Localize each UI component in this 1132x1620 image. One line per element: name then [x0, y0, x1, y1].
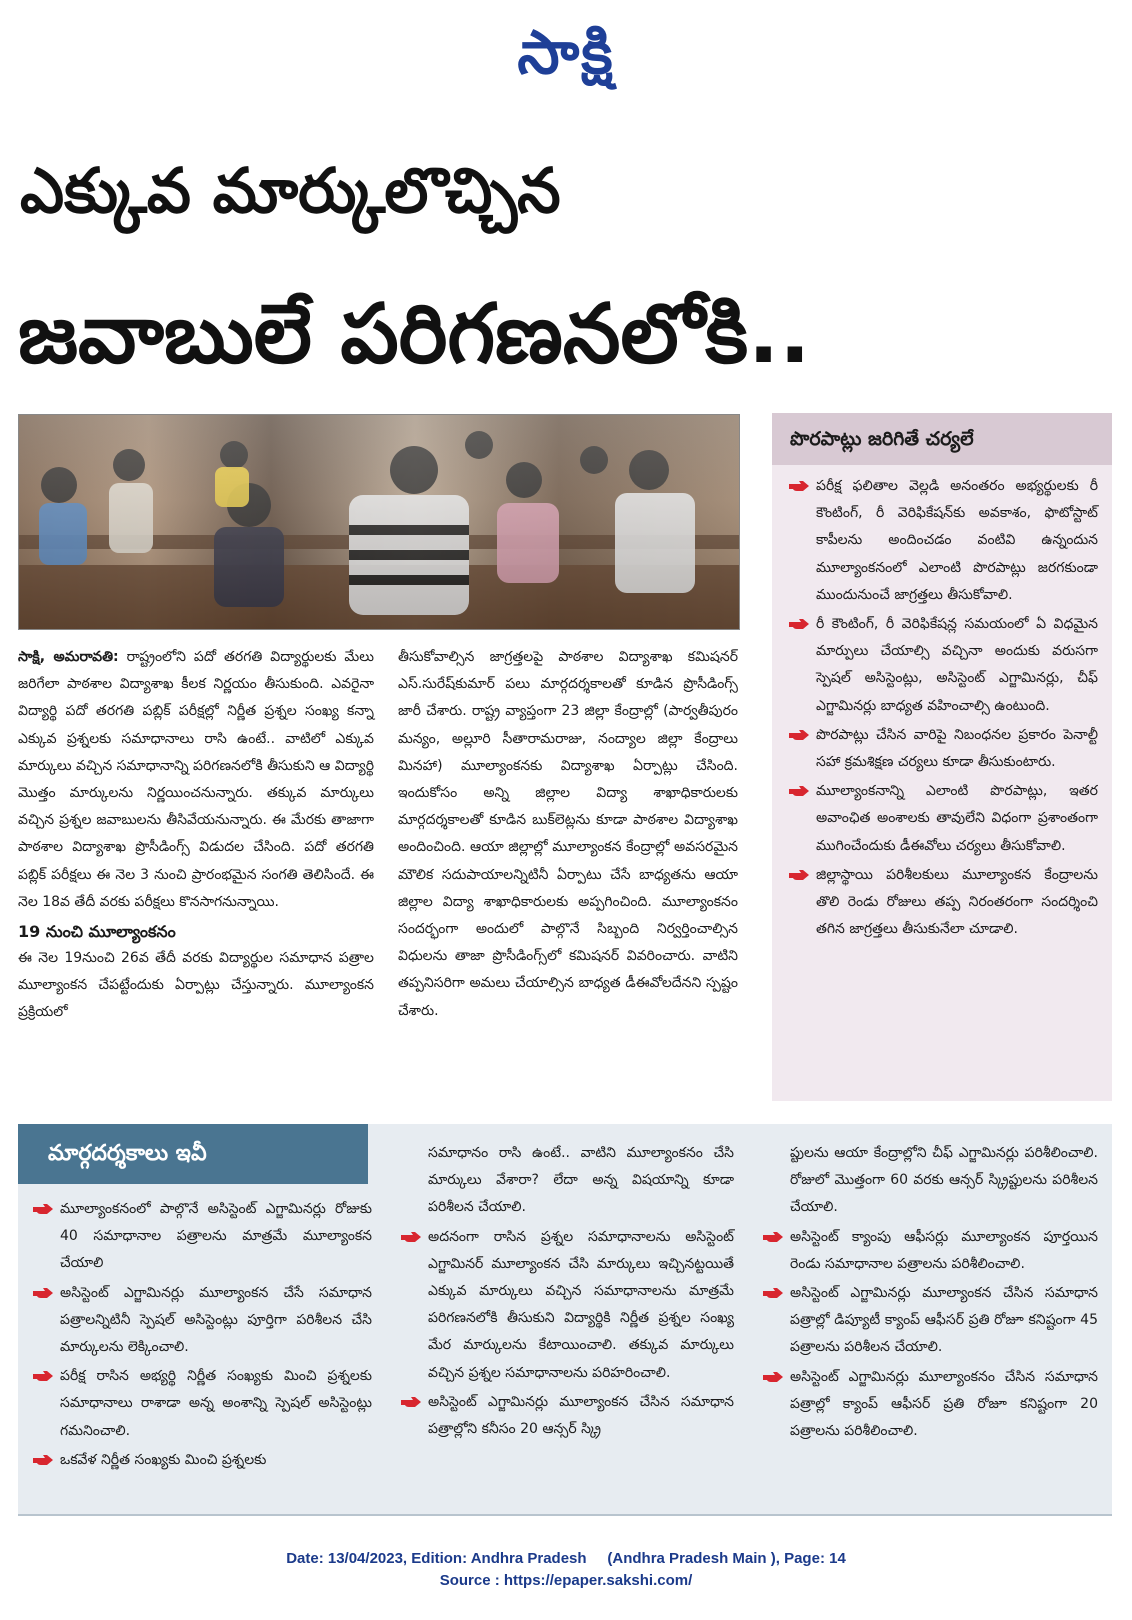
list-item	[400, 1389, 734, 1443]
guideline-text: అసిస్టెంట్ ఎగ్జామినర్లు మూల్యాంకనం చేసిన సమాధాన పత్రాల్లో క్యాంప్ ఆఫీసర్ ప్రతి రోజూ కనిష్టంగా 20 పత్రాలను పరిశీలించాలి.	[790, 1368, 1098, 1440]
guideline-text: అసిస్టెంట్ ఎగ్జామినర్లు మూల్యాంకన చేసిన సమాధాన పత్రాల్లో డిప్యూటీ క్యాంప్ ఆఫీసర్ ప్రతి రోజూ కనిష్టంగా 45 పత్రాలను పరిశీలన చేయాలి.	[790, 1285, 1098, 1356]
article-subhead: 19 నుంచి మూల్యాంకనం	[18, 922, 176, 942]
mistakes-action-sidebox	[772, 413, 1112, 1101]
guideline-text: ఒకవేళ నిర్ణీత సంఖ్యకు మించి ప్రశ్నలకు	[60, 1451, 267, 1468]
guideline-text: అసిస్టెంట్ ఎగ్జామినర్లు మూల్యాంకన చేసే సమాధాన పత్రాలన్నిటినీ స్పెషల్ అసిస్టెంట్లు పూర్తిగా పరిశీలన చేసి మార్కులను లెక్కించాలి.	[60, 1284, 372, 1356]
pointing-hand-icon	[762, 1230, 784, 1244]
sidebox-list	[772, 465, 1112, 943]
pointing-hand-icon	[32, 1453, 54, 1467]
list-item	[788, 862, 1098, 944]
list-item	[762, 1364, 1098, 1446]
sidebox-title: పొరపాట్లు జరిగితే చర్యలే	[772, 413, 1112, 465]
sidebox-item-text: పొరపాట్లు చేసిన వారిపై నిబంధనల ప్రకారం పెనాల్టీ సహా క్రమశిక్షణ చర్యలు కూడా తీసుకుంటారు.	[816, 726, 1098, 771]
guidelines-panel	[18, 1124, 1112, 1516]
guideline-text: అసిస్టెంట్ క్యాంపు ఆఫీసర్లు మూల్యాంకన పూర్తయిన రెండు సమాధానాల పత్రాలను పరిశీలించాలి.	[790, 1228, 1098, 1272]
guidelines-column-1	[32, 1196, 372, 1476]
footer-date-edition: Date: 13/04/2023, Edition: Andhra Pradesh (Andhra Pradesh Main ), Page: 14	[286, 1550, 846, 1567]
list-item	[788, 473, 1098, 609]
pointing-hand-icon	[32, 1286, 54, 1300]
pointing-hand-icon	[762, 1286, 784, 1300]
pointing-hand-icon	[788, 479, 810, 493]
sidebox-item-text: రీ కౌంటింగ్, రీ వెరిఫికేషన్ల సమయంలో ఏ విధమైన మార్పులు చేయాల్సి వచ్చినా అందుకు వరుసగా స్పెషల్ అసిస్టెంట్లు, అసిస్టెంట్ ఎగ్జామినర్లు, చీఫ్ ఎగ్జామినర్లు బాధ్యత వహించాల్సి ఉంటుంది.	[816, 616, 1098, 714]
article-paragraph-3: తీసుకోవాల్సిన జాగ్రత్తలపై పాఠశాల విద్యాశాఖ కమిషనర్ ఎస్.సురేష్‌కుమార్ పలు మార్గదర్శకాలతో కూడిన ప్రొసీడింగ్స్ జారీ చేశారు. రాష్ట్ర వ్యాప్తంగా 23 జిల్లా కేంద్రాల్లో (పార్వతీపురం మన్యం, అల్లూరి సీతారామరాజు, నంద్యాల జిల్లా కేంద్రాలు మినహా) మూల్యాంకనకు విద్యాశాఖ ఏర్పాట్లు చేసింది. ఇందుకోసం అన్ని జిల్లాల విద్యా శాఖాధికారులకు మార్గదర్శకాలతో కూడిన బుక్‌లెట్లను కూడా పాఠశాల విద్యాశాఖ అందించింది. ఆయా జిల్లాల్లో మూల్యాంకన కేంద్రాల్లో అవసరమైన మౌలిక సదుపాయాలన్నిటినీ ఏర్పాటు చేసే బాధ్యతను ఆయా జిల్లాల విద్యా శాఖాధికారులకు అప్పగించింది. మూల్యాంకనం సందర్భంగా అందులో పాల్గొనే సిబ్బంది నిర్వర్తించాల్సిన విధులను తాజా ప్రొసీడింగ్స్‌లో కమిషనర్ వివరించారు. వాటిని తప్పనిసరిగా అమలు చేయాల్సిన బాధ్యత డీఈవోలదేనని స్పష్టం చేశారు.	[398, 649, 738, 1019]
article-dateline: సాక్షి, అమరావతి:	[18, 649, 119, 665]
sidebox-item-text: జిల్లాస్థాయి పరిశీలకులు మూల్యాంకన కేంద్రాలను తొలి రెండు రోజులు తప్ప నిరంతరంగా సందర్శించి తగిన జాగ్రత్తలు తీసుకునేలా చూడాలి.	[816, 866, 1098, 938]
headline-line-1: ఎక్కువ మార్కులొచ్చిన	[20, 154, 561, 227]
article-column-2	[398, 644, 738, 1025]
pointing-hand-icon	[400, 1230, 422, 1244]
sidebox-item-text: పరీక్ష ఫలితాల వెల్లడి అనంతరం అభ్యర్థులకు రీ కౌంటింగ్, రీ వెరిఫికేషన్‌కు అవకాశం, ఫొటోస్టాట్ కాపీలను అందించడం వంటివి ఉన్నందున మూల్యాంకనంలో ఎలాంటి పొరపాట్లు జరగకుండా ముందునుంచే జాగ్రత్తలు తీసుకోవాలి.	[816, 478, 1098, 603]
sidebox-item-text: మూల్యాంకనాన్ని ఎలాంటి పొరపాట్లు, ఇతర అవాంఛిత అంశాలకు తావులేని విధంగా ప్రశాంతంగా ముగించేందుకు డీఈవోలు చర్యలు తీసుకోవాలి.	[816, 783, 1098, 854]
guideline-continuation: సమాధానం రాసి ఉంటే.. వాటిని మూల్యాంకనం చేసి మార్కులు వేశారా? లేదా అన్న విషయాన్ని కూడా పరిశీలన చేయాలి.	[428, 1145, 734, 1216]
list-item	[400, 1224, 734, 1387]
pointing-hand-icon	[32, 1202, 54, 1216]
list-item	[32, 1196, 372, 1278]
pointing-hand-icon	[762, 1370, 784, 1384]
list-item	[32, 1447, 372, 1474]
list-item	[788, 611, 1098, 720]
article-paragraph-2: ఈ నెల 19నుంచి 26వ తేదీ వరకు విద్యార్థుల సమాధాన పత్రాల మూల్యాంకన చేపట్టేందుకు ఏర్పాట్లు చేస్తున్నారు. మూల్యాంకన ప్రక్రియలో	[18, 950, 374, 1021]
guidelines-title: మార్గదర్శకాలు ఇవీ	[18, 1124, 368, 1184]
list-item	[788, 778, 1098, 860]
guideline-text: అదనంగా రాసిన ప్రశ్నల సమాధానాలను అసిస్టెంట్ ఎగ్జామినర్ మూల్యాంకన చేసి మార్కులు ఇచ్చినట్టయితే ఎక్కువ మార్కులు వచ్చిన సమాధానాలను మాత్రమే పరిగణనలోకి తీసుకుని విద్యార్థికి నిర్ణీత ప్రశ్నల సంఖ్య మేర మార్కులను కేటాయించాలి. తక్కువ మార్కులు వచ్చిన ప్రశ్నల సమాధానాలను పరిహరించాలి.	[428, 1228, 734, 1381]
article-paragraph-1: రాష్ట్రంలోని పదో తరగతి విద్యార్థులకు మేలు జరిగేలా పాఠశాల విద్యాశాఖ కీలక నిర్ణయం తీసుకుంది. ఎవరైనా విద్యార్థి పదో తరగతి పబ్లిక్ పరీక్షల్లో నిర్ణీత ప్రశ్నల సంఖ్య కన్నా ఎక్కువ ప్రశ్నలకు సమాధానాలు రాసి ఉంటే.. వాటిలో ఎక్కువ మార్కులు వచ్చిన సమాధానాన్ని పరిగణనలోకి తీసుకుని ఆ విద్యార్థి మొత్తం మార్కులను నిర్ణయించనున్నారు. తక్కువ మార్కులు వచ్చిన ప్రశ్నల జవాబులను తీసివేయనున్నారు. ఈ మేరకు తాజాగా పాఠశాల విద్యాశాఖ ప్రొసీడింగ్స్ విడుదల చేసింది. పదో తరగతి పబ్లిక్ పరీక్షలు ఈ నెల 3 నుంచి ప్రారంభమైన సంగతి తెలిసిందే. ఈ నెల 18వ తేదీ వరకు పరీక్షలు కొనసాగనున్నాయి.	[18, 649, 374, 910]
pointing-hand-icon	[400, 1395, 422, 1409]
list-item	[32, 1280, 372, 1362]
footer-source-link[interactable]: Source : https://epaper.sakshi.com/	[439, 1572, 693, 1589]
list-item	[788, 722, 1098, 776]
pointing-hand-icon	[788, 784, 810, 798]
students-exam-photo	[18, 414, 740, 630]
pointing-hand-icon	[788, 728, 810, 742]
sakshi-logo: సాక్షి	[517, 18, 615, 88]
guidelines-column-2	[400, 1140, 734, 1445]
list-item	[32, 1363, 372, 1445]
article-column-1	[18, 644, 374, 1027]
photo-illustration	[19, 415, 740, 630]
headline-line-2: జవాబులే పరిగణనలోకి..	[18, 287, 811, 382]
page-footer	[0, 1548, 1132, 1592]
guideline-text: మూల్యాంకనంలో పాల్గొనే అసిస్టెంట్ ఎగ్జామినర్లు రోజుకు 40 సమాధానాల పత్రాలను మాత్రమే మూల్యాంకన చేయాలి	[60, 1201, 372, 1272]
guideline-continuation: ప్టులను ఆయా కేంద్రాల్లోని చీఫ్ ఎగ్జామినర్లు పరిశీలించాలి. రోజులో మొత్తంగా 60 వరకు ఆన్సర్ స్క్రిప్టులను పరిశీలన చేయాలి.	[790, 1145, 1098, 1216]
list-item	[762, 1280, 1098, 1362]
guidelines-column-3	[762, 1140, 1098, 1447]
pointing-hand-icon	[788, 617, 810, 631]
pointing-hand-icon	[788, 868, 810, 882]
masthead	[0, 18, 1132, 102]
pointing-hand-icon	[32, 1369, 54, 1383]
guideline-text: అసిస్టెంట్ ఎగ్జామినర్లు మూల్యాంకన చేసిన సమాధాన పత్రాల్లోని కనీసం 20 ఆన్సర్ స్క్రి	[428, 1393, 734, 1438]
guideline-text: పరీక్ష రాసిన అభ్యర్థి నిర్ణీత సంఖ్యకు మించి ప్రశ్నలకు సమాధానాలు రాశాడా అన్న అంశాన్ని స్పెషల్ అసిస్టెంట్లు గమనించాలి.	[60, 1368, 372, 1439]
list-item	[762, 1224, 1098, 1278]
